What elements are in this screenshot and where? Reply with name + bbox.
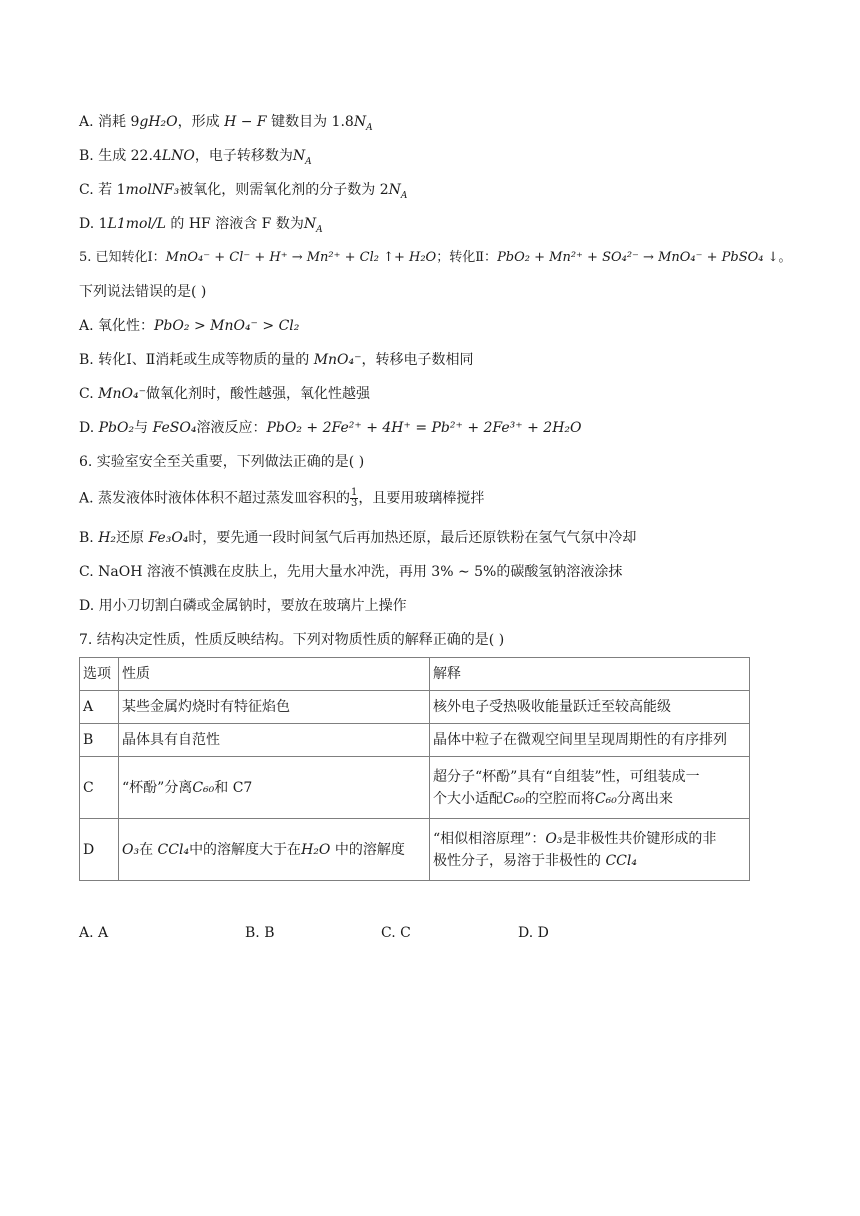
- table-cell-option: A: [80, 691, 119, 724]
- q7-answer-b: B. B: [245, 925, 275, 941]
- q6-option-d: D. 用小刀切割白磷或金属钠时，要放在玻璃片上操作: [79, 598, 407, 614]
- table-cell-property: 某些金属灼烧时有特征焰色: [119, 691, 430, 724]
- q4-option-a: A. 消耗 9gH₂O，形成 H − F 键数目为 $1.8N_A$: [79, 114, 373, 133]
- q4-option-d: D. 1L1mol/L 的 HF 溶液含 F 数为$N_A$: [79, 216, 323, 235]
- table-header-cell: 解释: [430, 658, 750, 691]
- table-cell-option: D: [80, 819, 119, 881]
- q5-option-a: A. 氧化性：PbO₂ > MnO₄⁻ > Cl₂: [79, 318, 300, 334]
- table-row: [80, 724, 750, 757]
- q7-table: [79, 657, 750, 881]
- q4-option-c: C. 若 1molNF₃被氧化，则需氧化剂的分子数为 $2N_A$: [79, 182, 408, 201]
- table-cell-property: “杯酚”分离C₆₀和 C7: [119, 757, 430, 819]
- q4-option-b: B. 生成 22.4LNO，电子转移数为$N_A$: [79, 148, 312, 167]
- q5-option-c: C. MnO₄⁻做氧化剂时，酸性越强，氧化性越强: [79, 386, 370, 402]
- q5-stem: 5. 已知转化Ⅰ：MnO₄⁻ + Cl⁻ + H⁺ → Mn²⁺ + Cl₂ ↑+ H₂O；转化Ⅱ：PbO₂ + Mn²⁺ + SO₄²⁻ → MnO₄⁻ + PbSO₄ ↓。: [79, 250, 792, 265]
- table-cell-explanation: “相似相溶原理”：O₃是非极性共价键形成的非 极性分子，易溶于非极性的 CCl₄: [430, 819, 750, 881]
- q5-option-d: D. PbO₂与 FeSO₄溶液反应：PbO₂ + 2Fe²⁺ + 4H⁺ = Pb²⁺ + 2Fe³⁺ + 2H₂O: [79, 420, 582, 436]
- table-row: [80, 757, 750, 819]
- q6-stem: 6. 实验室安全至关重要，下列做法正确的是( ): [79, 454, 365, 470]
- table-cell-property: 晶体具有自范性: [119, 724, 430, 757]
- q6-option-c: C. NaOH 溶液不慎溅在皮肤上，先用大量水冲洗，再用 3% ∼ 5%的碳酸氢钠溶液涂抹: [79, 564, 623, 580]
- table-header-cell: 性质: [119, 658, 430, 691]
- fraction: $\frac{1}{3}$: [351, 487, 358, 509]
- table-row: [80, 819, 750, 881]
- table-cell-explanation: 核外电子受热吸收能量跃迁至较高能级: [430, 691, 750, 724]
- table-cell-option: B: [80, 724, 119, 757]
- q6-option-b: B. H₂还原 Fe₃O₄时，要先通一段时间氢气后再加热还原，最后还原铁粉在氢气气氛中冷却: [79, 530, 637, 546]
- table-cell-property: O₃在 CCl₄中的溶解度大于在H₂O 中的溶解度: [119, 819, 430, 881]
- table-header-row: [80, 658, 750, 691]
- q7-stem: 7. 结构决定性质，性质反映结构。下列对物质性质的解释正确的是( ): [79, 632, 505, 648]
- q7-answer-c: C. C: [381, 925, 411, 941]
- table-row: [80, 691, 750, 724]
- table-cell-explanation: 晶体中粒子在微观空间里呈现周期性的有序排列: [430, 724, 750, 757]
- q5-option-b: B. 转化Ⅰ、Ⅱ消耗或生成等物质的量的 MnO₄⁻，转移电子数相同: [79, 352, 474, 368]
- q7-answer-a: A. A: [79, 925, 109, 941]
- q6-option-a: A. 蒸发液体时液体体积不超过蒸发皿容积的 $\frac{1}{3}$ ，且要用玻璃棒搅拌: [79, 487, 485, 509]
- table-cell-explanation: 超分子“杯酚”具有“自组装”性，可组装成一 个大小适配C₆₀的空腔而将C₆₀分离出来: [430, 757, 750, 819]
- q7-answer-d: D. D: [518, 925, 549, 941]
- q5-stem-line2: 下列说法错误的是( ): [79, 284, 207, 300]
- table-header-cell: 选项: [80, 658, 119, 691]
- table-cell-option: C: [80, 757, 119, 819]
